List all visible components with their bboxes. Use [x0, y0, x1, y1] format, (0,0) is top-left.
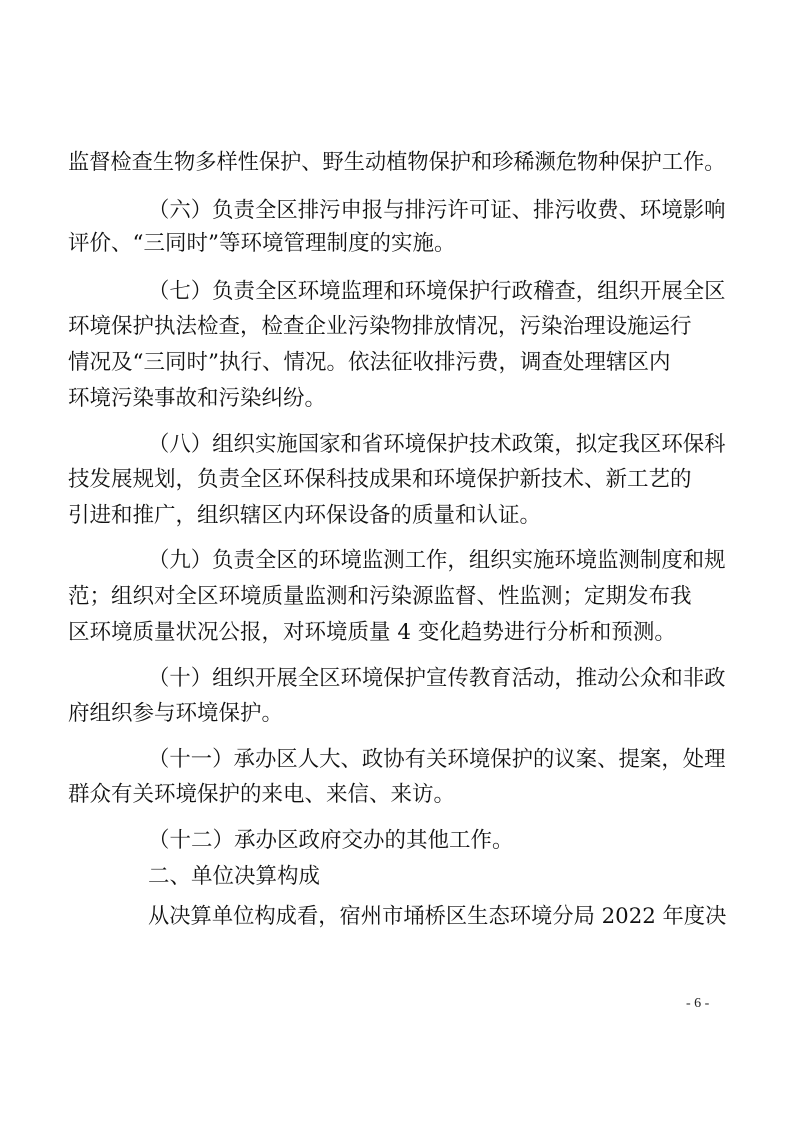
body-text-line: 群众有关环境保护的来电、来信、来访。	[68, 782, 456, 807]
body-text-line: （十二）承办区政府交办的其他工作。	[148, 828, 514, 853]
body-text-line: 技发展规划，负责全区环保科技成果和环境保护新技术、新工艺的	[68, 467, 692, 492]
body-text-line: 环境保护执法检查，检查企业污染物排放情况，污染治理设施运行	[68, 314, 692, 339]
body-text-line: （十）组织开展全区环境保护宣传教育活动，推动公众和非政	[148, 666, 726, 691]
page-number: - 6 -	[686, 996, 710, 1011]
body-text-line: 从决算单位构成看，宿州市埇桥区生态环境分局 2022 年度决	[148, 904, 727, 929]
body-text-line: 引进和推广，组织辖区内环保设备的质量和认证。	[68, 503, 542, 528]
body-text-line: （八）组织实施国家和省环境保护技术政策，拟定我区环保科	[148, 432, 726, 457]
body-text-line: 情况及“三同时”执行、情况。依法征收排污费，调查处理辖区内	[68, 350, 671, 375]
body-text-line: （十一）承办区人大、政协有关环境保护的议案、提案，处理	[148, 747, 726, 772]
section-heading: 二、单位决算构成	[148, 864, 321, 889]
body-text-line: 区环境质量状况公报，对环境质量 4 变化趋势进行分析和预测。	[68, 620, 676, 645]
body-text-line: 府组织参与环境保护。	[68, 701, 284, 726]
body-text-line: （七）负责全区环境监理和环境保护行政稽查，组织开展全区	[148, 279, 726, 304]
body-text-line: （六）负责全区排污申报与排污许可证、排污收费、环境影响	[148, 198, 726, 223]
body-text-line: 环境污染事故和污染纠纷。	[68, 386, 327, 411]
body-text-line: 范；组织对全区环境质量监测和污染源监督、性监测；定期发布我	[68, 584, 692, 609]
body-text-line: 监督检查生物多样性保护、野生动植物保护和珍稀濒危物种保护工作。	[68, 150, 726, 175]
body-text-line: 评价、“三同时”等环境管理制度的实施。	[68, 231, 456, 256]
body-text-line: （九）负责全区的环境监测工作，组织实施环境监测制度和规	[148, 548, 726, 573]
